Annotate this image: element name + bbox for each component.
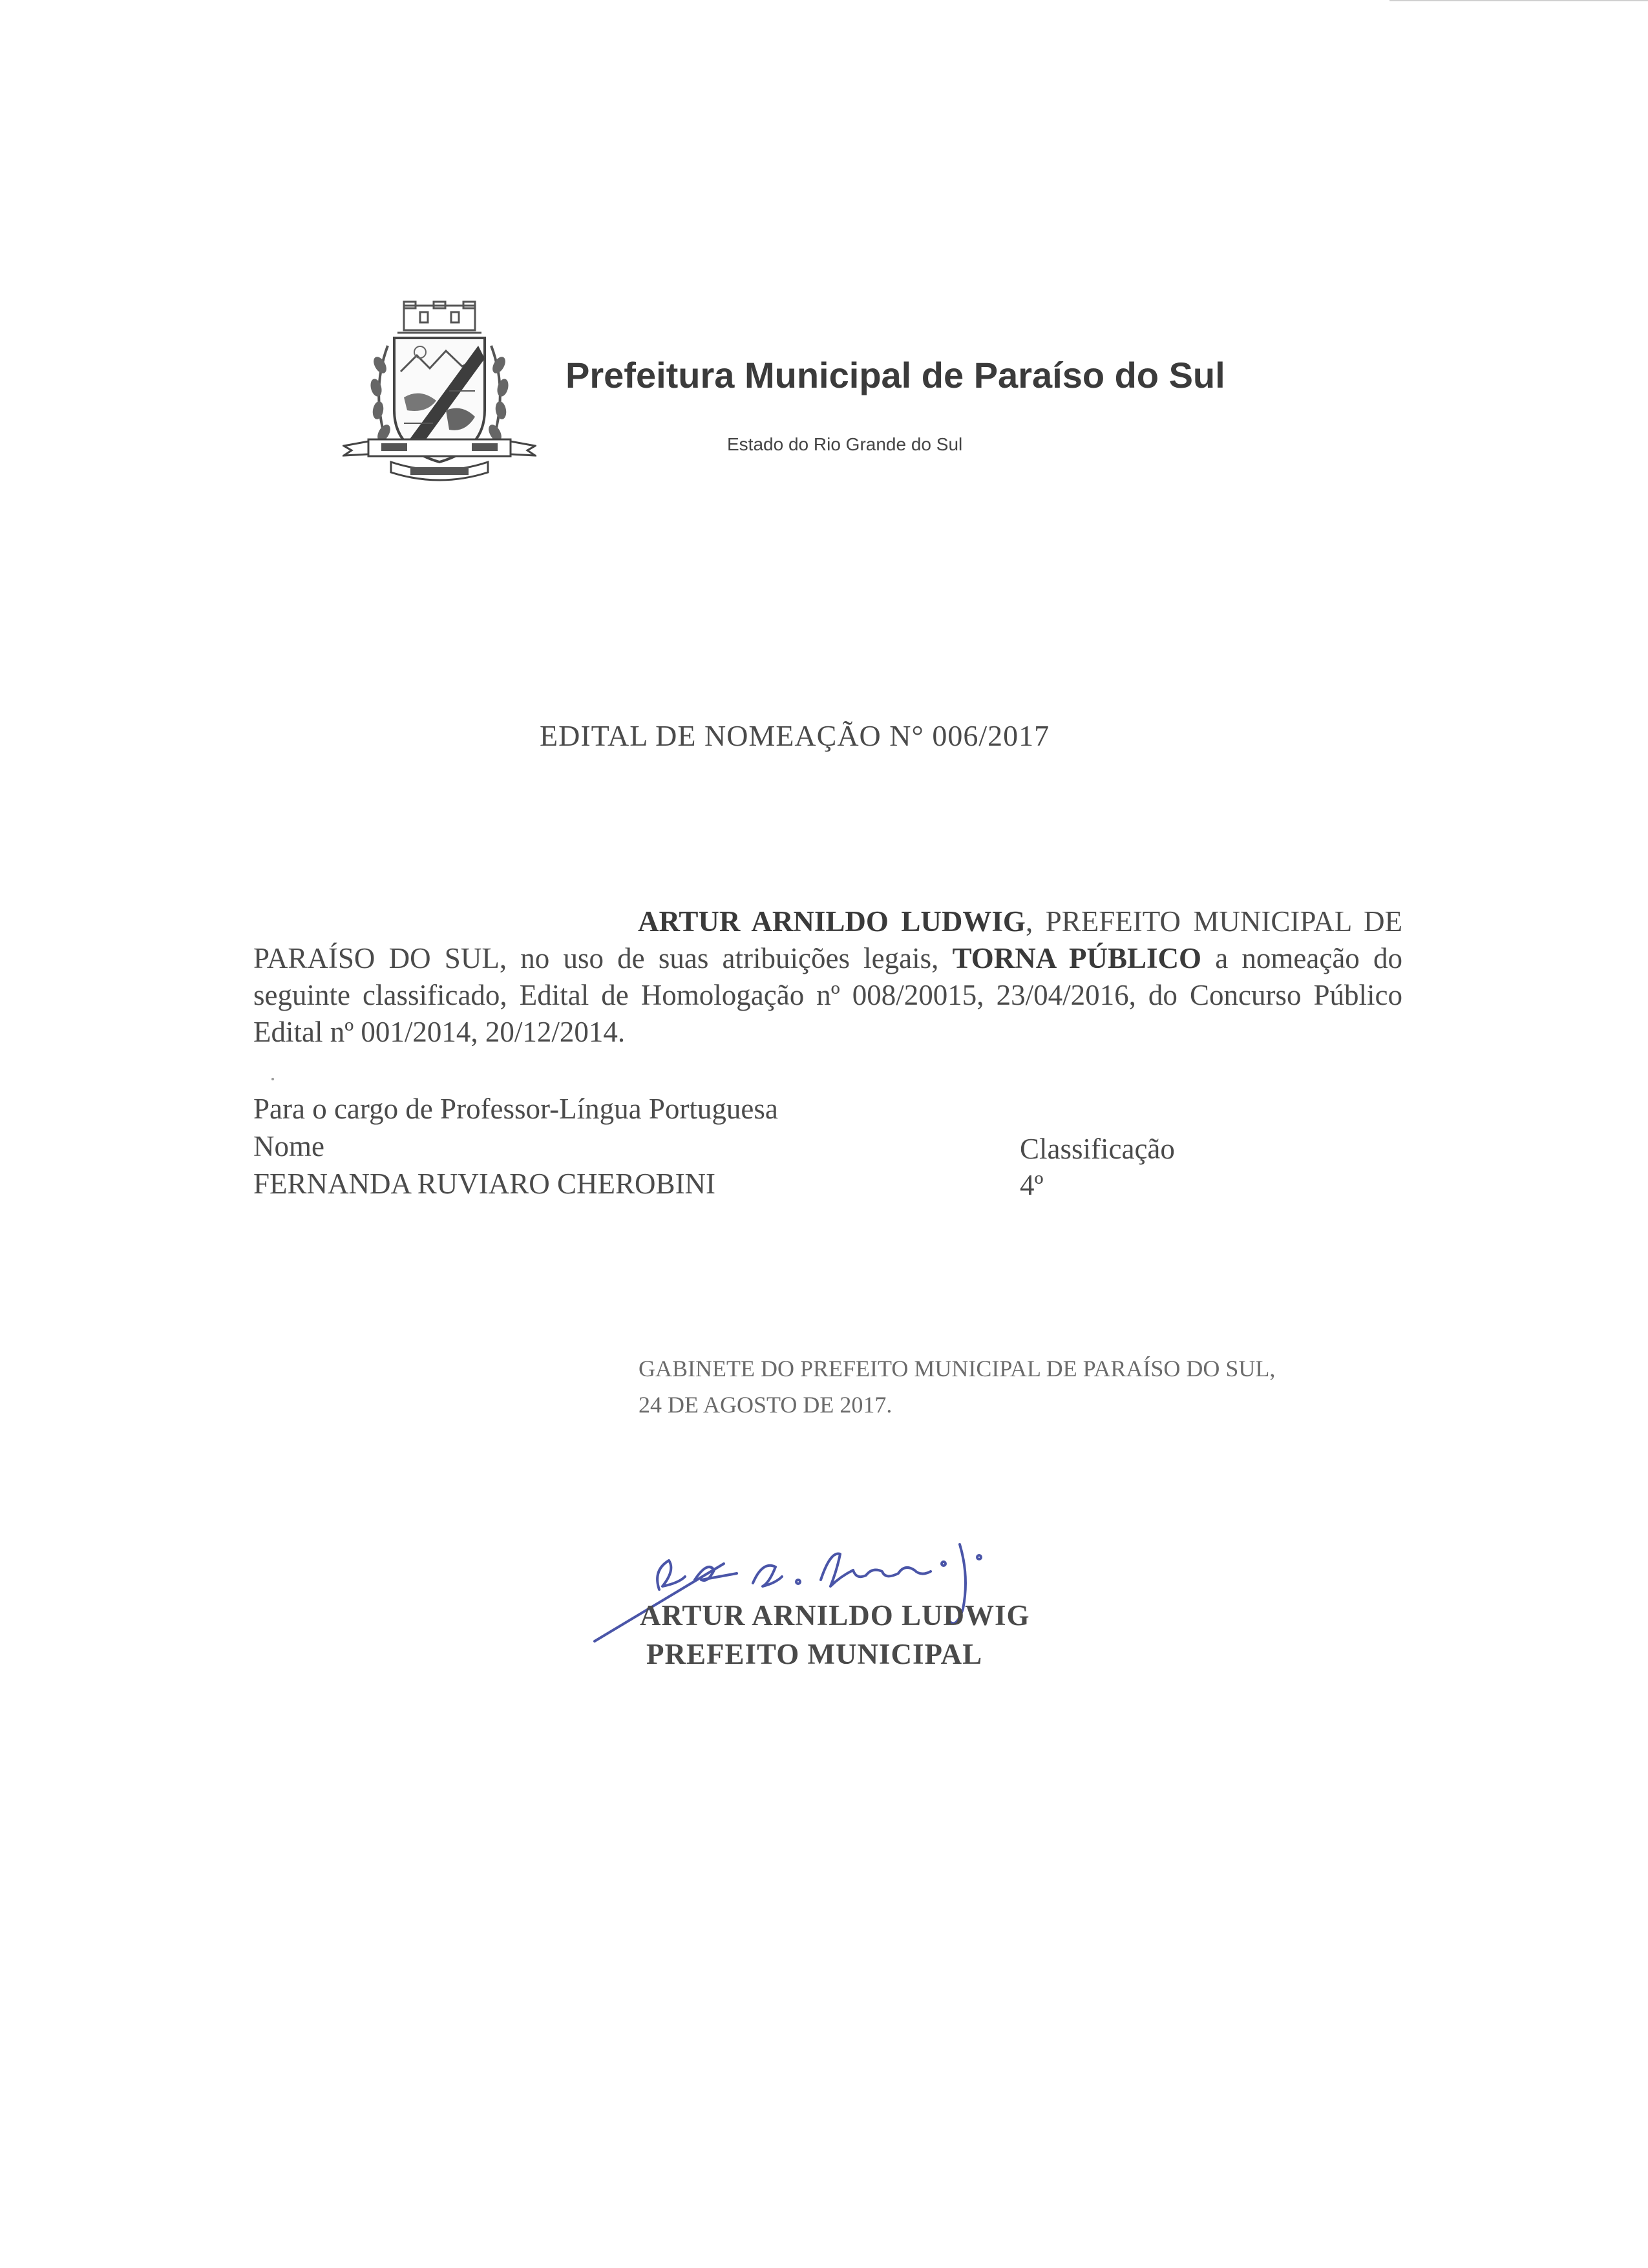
column-header-name: Nome [253, 1130, 324, 1162]
signer-role: PREFEITO MUNICIPAL [646, 1638, 983, 1670]
closing-block [639, 1350, 1275, 1423]
scan-speck [271, 1078, 274, 1080]
closing-line-1: GABINETE DO PREFEITO MUNICIPAL DE PARAÍSO DO SUL, [639, 1356, 1276, 1381]
column-header-classification: Classificação [1020, 1133, 1175, 1165]
scan-edge-line [1389, 0, 1648, 1]
closing-line-2: 24 DE AGOSTO DE 2017. [639, 1392, 893, 1418]
organization-state: Estado do Rio Grande do Sul [727, 434, 963, 454]
action-bold: TORNA PÚBLICO [952, 942, 1202, 974]
body-paragraph [253, 903, 1402, 1051]
document-title: EDITAL DE NOMEAÇÃO N° 006/2017 [540, 719, 1050, 752]
municipal-coat-of-arms-icon [343, 300, 536, 494]
appointee-classification: 4º [1020, 1169, 1044, 1201]
body-text-part1: , PREFEITO MUNICIPAL DE PARAÍSO DO SUL, no uso de suas atribuições legais, [253, 905, 1402, 974]
organization-name: Prefeitura Municipal de Paraíso do Sul [565, 355, 1225, 395]
appointee-name: FERNANDA RUVIARO CHEROBINI [253, 1168, 716, 1200]
position-line: Para o cargo de Professor-Língua Portuguesa [253, 1093, 778, 1125]
signer-name-bold: ARTUR ARNILDO LUDWIG [638, 905, 1026, 938]
signer-name: ARTUR ARNILDO LUDWIG [640, 1599, 1030, 1632]
body-text-part2: a nomeação do seguinte classificado, Edital de Homologação nº 008/20015, 23/04/2016, do Concurso Público Edital nº 001/2014, 20/12/2014. [253, 942, 1402, 1048]
